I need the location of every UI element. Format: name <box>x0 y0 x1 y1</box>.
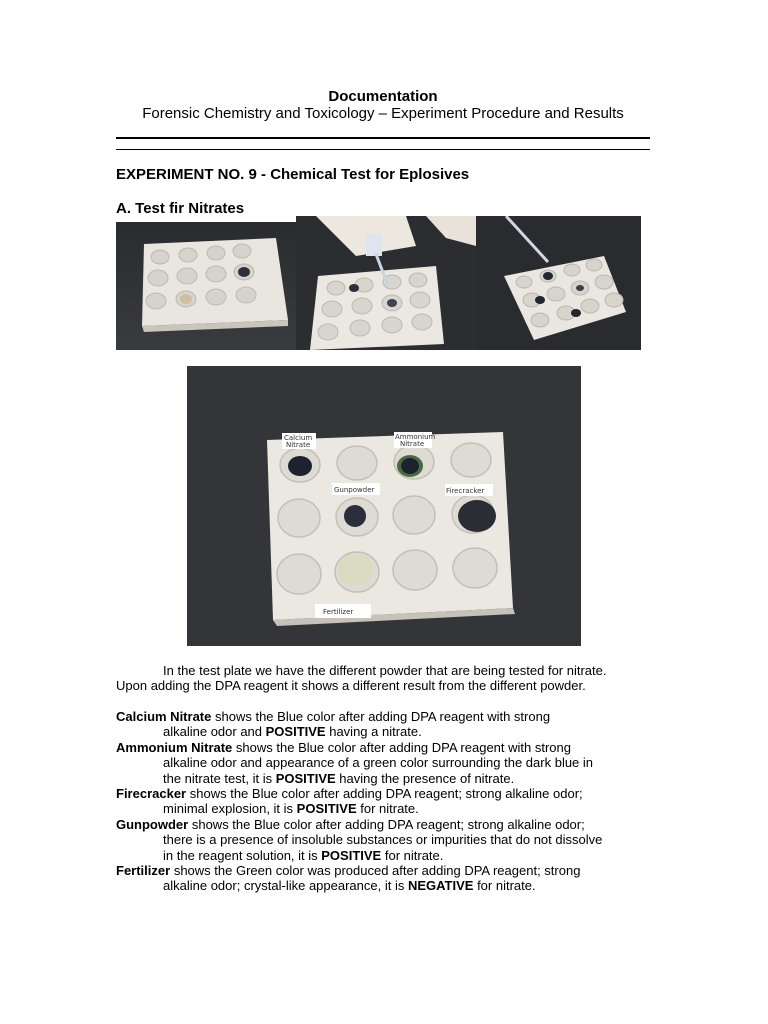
result-verdict: NEGATIVE <box>407 878 474 894</box>
document-title: Documentation <box>328 88 438 105</box>
result-text: having the presence of nitrate. <box>335 770 515 786</box>
label-gunpowder: Gunpowder <box>334 486 375 494</box>
result-name: Firecracker <box>116 786 187 801</box>
result-text: for nitrate. <box>356 801 419 817</box>
result-text: shows the Blue color after adding DPA reagent with strong <box>235 740 571 755</box>
result-text: for nitrate. <box>473 878 536 894</box>
intro-line-2: Upon adding the DPA reagent it shows a different result from the different powder. <box>116 678 586 693</box>
result-verdict: POSITIVE <box>275 770 336 786</box>
result-text: there is a presence of insoluble substances or impurities that do not dissolve <box>163 832 603 848</box>
intro-line-1: In the test plate we have the different powder that are being tested for nitrate. <box>163 663 607 678</box>
label-ammonium-nitrate: Ammonium <box>395 433 436 441</box>
label-calcium-nitrate: Calcium <box>284 434 313 442</box>
result-text: shows the Green color was produced after adding DPA reagent; strong <box>173 863 581 878</box>
result-verdict: POSITIVE <box>321 847 382 863</box>
result-name: Fertilizer <box>116 863 171 878</box>
document-subtitle: Forensic Chemistry and Toxicology – Experiment Procedure and Results <box>142 105 624 122</box>
label-firecracker: Firecracker <box>446 487 485 495</box>
result-name: Calcium Nitrate <box>116 709 212 724</box>
result-verdict: POSITIVE <box>296 801 357 817</box>
result-text: shows the Blue color after adding DPA reagent; strong alkaline odor; <box>189 786 583 801</box>
result-calcium-nitrate <box>116 709 646 740</box>
experiment-heading: EXPERIMENT NO. 9 - Chemical Test for Eplosives <box>116 166 470 183</box>
result-firecracker <box>116 786 646 817</box>
result-text: in the reagent solution, it is <box>163 847 322 863</box>
label-fertilizer: Fertilizer <box>323 608 354 616</box>
photo-test-plate-labeled <box>187 366 581 646</box>
label-calcium-nitrate-2: Nitrate <box>286 441 311 449</box>
label-ammonium-nitrate-2: Nitrate <box>400 440 425 448</box>
photo-plate-results <box>476 216 641 350</box>
result-fertilizer <box>116 863 646 894</box>
result-ammonium-nitrate <box>116 740 646 786</box>
result-text: shows the Blue color after adding DPA reagent with strong <box>215 709 551 724</box>
result-text: for nitrate. <box>381 847 444 863</box>
result-verdict: POSITIVE <box>265 724 326 740</box>
result-name: Ammonium Nitrate <box>116 740 233 755</box>
result-text: having a nitrate. <box>325 724 422 740</box>
result-text: alkaline odor and appearance of a green color surrounding the dark blue in <box>163 755 594 771</box>
result-text: the nitrate test, it is <box>163 770 276 786</box>
section-heading: A. Test fir Nitrates <box>116 200 245 217</box>
result-text: minimal explosion, it is <box>163 801 297 817</box>
photo-plate-before <box>116 222 296 350</box>
header-rule-thick <box>116 137 650 139</box>
header-rule-thin <box>116 149 650 150</box>
result-name: Gunpowder <box>116 817 189 832</box>
result-gunpowder <box>116 817 646 863</box>
photo-adding-reagent <box>296 216 476 350</box>
result-text: shows the Blue color after adding DPA reagent; strong alkaline odor; <box>191 817 585 832</box>
result-text: alkaline odor; crystal-like appearance, it is <box>163 878 408 894</box>
result-text: alkaline odor and <box>163 724 266 740</box>
